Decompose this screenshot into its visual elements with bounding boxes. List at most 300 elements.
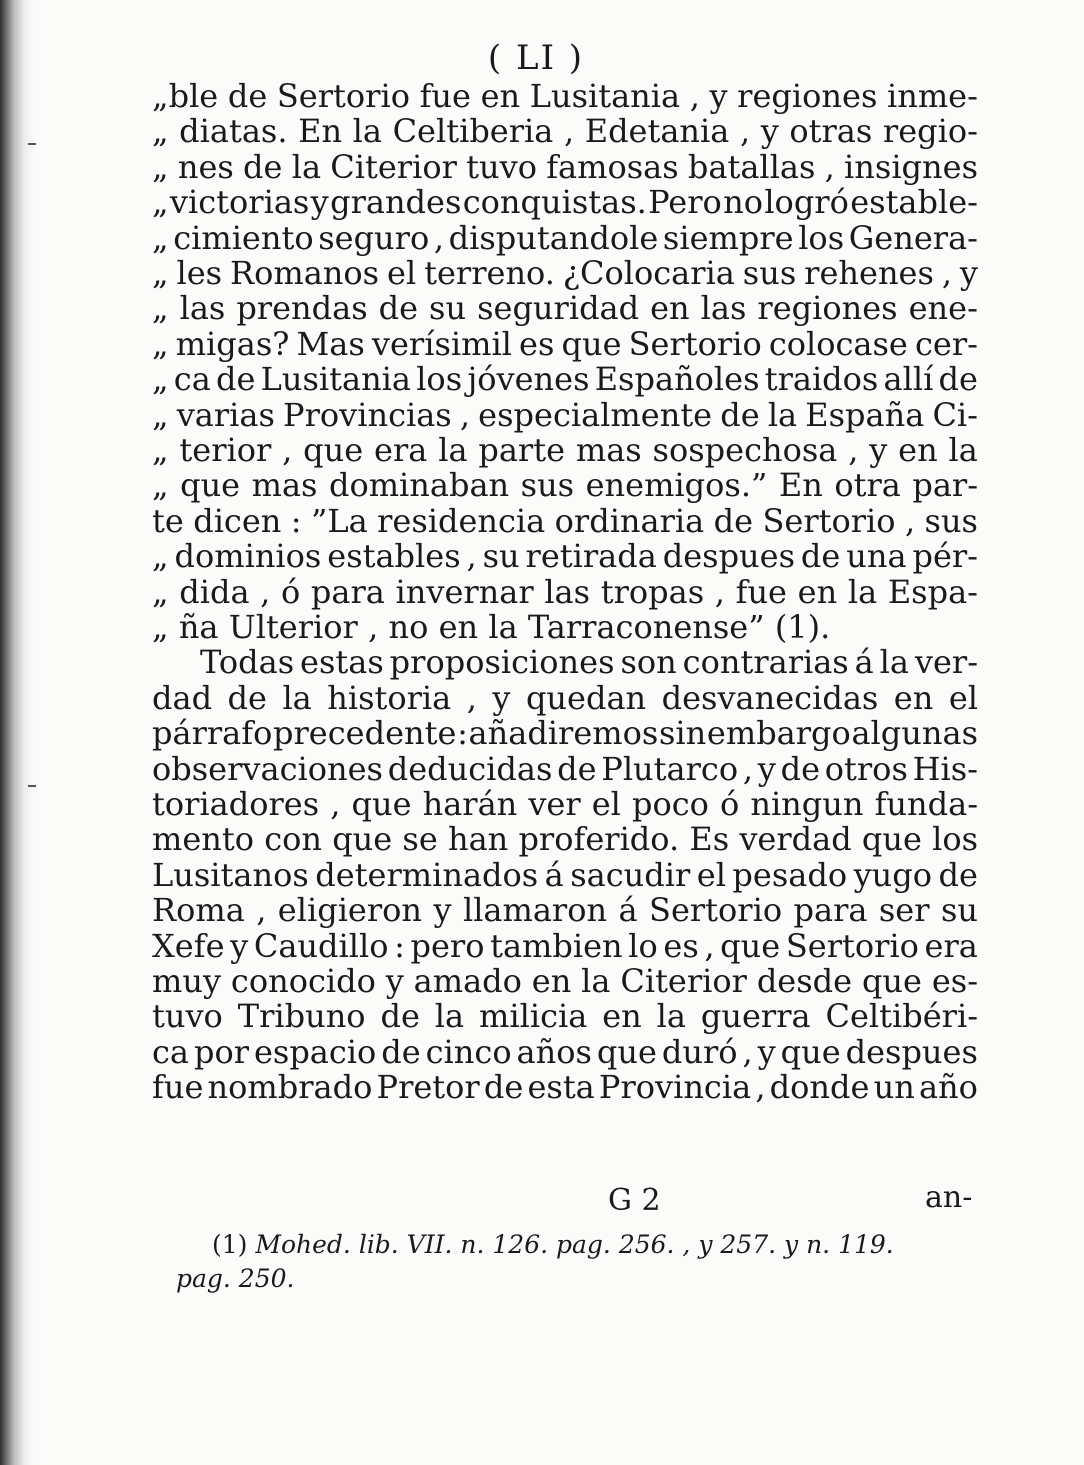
word: seguridad <box>477 289 640 327</box>
word: ordinaria <box>554 502 705 540</box>
word: determinados <box>315 856 539 894</box>
word: Provincias <box>283 396 452 434</box>
word: Espa- <box>887 573 978 611</box>
text-line <box>152 891 978 929</box>
word: „ <box>152 148 169 186</box>
word: tropas <box>600 573 705 611</box>
word: la <box>282 679 312 717</box>
word: á <box>854 643 874 681</box>
word: han <box>447 820 509 858</box>
word: , <box>260 573 271 611</box>
word: que <box>332 820 393 858</box>
word: ver- <box>914 643 978 681</box>
word: en <box>602 997 642 1035</box>
word: llamaron <box>462 891 608 929</box>
footnote-citation-cont: pag. 250. <box>176 1264 295 1293</box>
word: batallas <box>687 148 816 186</box>
word: , <box>904 502 916 540</box>
word: , <box>563 112 575 150</box>
word: insignes <box>844 148 978 186</box>
word: la <box>656 997 686 1035</box>
word: terior <box>179 431 272 469</box>
text-line <box>152 360 978 398</box>
text-line <box>152 750 978 788</box>
word: , <box>368 608 379 646</box>
word: y <box>709 77 728 115</box>
word: dominios <box>174 537 322 575</box>
page-number <box>0 38 1084 78</box>
word: Españoles <box>594 360 760 398</box>
word: verdad <box>739 820 852 858</box>
word: despues <box>662 537 796 575</box>
word: es <box>519 325 555 363</box>
word: ser <box>878 891 930 929</box>
word: á <box>618 891 638 929</box>
word: y <box>492 679 511 717</box>
word: de <box>378 289 419 327</box>
word: la <box>438 431 468 469</box>
word: cinco <box>425 1033 512 1071</box>
word: y <box>757 750 776 788</box>
word: En <box>778 466 823 504</box>
word: dida <box>179 573 250 611</box>
word: lo <box>628 927 658 965</box>
word: regiones <box>757 289 898 327</box>
word: ó <box>719 785 740 823</box>
word: Pretor <box>376 1068 480 1106</box>
word: , <box>848 431 859 469</box>
word: con <box>264 820 322 858</box>
word: España <box>805 396 925 434</box>
text-line <box>152 502 978 540</box>
word: el <box>387 254 417 292</box>
word: Xefe <box>152 927 225 965</box>
word: diatas. <box>179 112 288 150</box>
word: „ <box>152 289 169 327</box>
text-line <box>152 1033 978 1071</box>
word: Ci- <box>932 396 978 434</box>
word: la <box>581 962 611 1000</box>
word: que <box>596 1033 657 1071</box>
word: Roma <box>152 891 245 929</box>
word: la <box>767 396 798 434</box>
word: His- <box>912 750 978 788</box>
word: que <box>303 431 364 469</box>
word: , <box>742 1033 753 1071</box>
word: proferido. <box>518 820 680 858</box>
text-line <box>152 820 978 858</box>
word: conocido <box>230 962 376 1000</box>
word: de <box>780 750 820 788</box>
word: para <box>793 891 868 929</box>
word: dominaban <box>328 466 510 504</box>
word: historia <box>327 679 452 717</box>
word: añadiremos <box>468 714 659 752</box>
word: : <box>290 502 302 540</box>
word: de <box>557 750 597 788</box>
word: disputandole <box>448 219 659 257</box>
word: era <box>924 927 978 965</box>
word: Sertorio <box>785 927 919 965</box>
word: año <box>918 1068 978 1106</box>
word: migas? <box>175 325 290 363</box>
word: son <box>620 643 677 681</box>
word: proposiciones <box>389 643 615 681</box>
word: victorias <box>169 183 310 221</box>
word: algunas <box>851 714 978 752</box>
word: pér- <box>912 537 978 575</box>
word: observaciones <box>152 750 383 788</box>
word: de <box>713 502 754 540</box>
word: „ <box>152 396 169 434</box>
word: desde <box>756 962 853 1000</box>
word: estable- <box>850 183 978 221</box>
word: regiones <box>737 77 878 115</box>
word: que <box>561 325 622 363</box>
word: nombrado <box>207 1068 373 1106</box>
word: deducidas <box>387 750 553 788</box>
word: retirada <box>525 537 657 575</box>
text-line <box>152 962 978 1000</box>
word: de <box>938 856 978 894</box>
word: de <box>483 1068 524 1106</box>
word: que <box>351 785 412 823</box>
word: de <box>227 77 268 115</box>
text-line <box>152 714 978 752</box>
word: harán <box>422 785 518 823</box>
text-line <box>200 643 978 681</box>
word: Es <box>689 820 730 858</box>
text-line <box>152 254 978 292</box>
word: , <box>466 537 477 575</box>
word: Plutarco <box>601 750 739 788</box>
word: y <box>869 431 888 469</box>
word: Lusitania <box>529 77 681 115</box>
word: invernar <box>395 573 534 611</box>
word: Tribuno <box>237 997 366 1035</box>
word: mas <box>251 466 318 504</box>
text-line <box>152 679 978 717</box>
word: , <box>282 431 293 469</box>
word: guerra <box>700 997 811 1035</box>
word: años <box>516 1033 592 1071</box>
text-line <box>152 325 978 363</box>
footnote-marker: (1) <box>212 1230 248 1259</box>
word: Citerior <box>620 962 747 1000</box>
word: prendas <box>236 289 368 327</box>
word: par- <box>912 466 978 504</box>
word: la <box>948 431 978 469</box>
word: ó <box>281 573 301 611</box>
word: los <box>416 360 463 398</box>
word: en <box>438 608 479 646</box>
word: un <box>873 1068 915 1106</box>
word: de <box>380 997 420 1035</box>
word: regio- <box>882 112 978 150</box>
word: que <box>180 466 241 504</box>
word: á <box>544 856 564 894</box>
word: yugo <box>853 856 933 894</box>
word: despues <box>845 1033 978 1071</box>
word: de <box>215 360 256 398</box>
word: Celtiberia <box>392 112 554 150</box>
word: , <box>459 396 471 434</box>
word: seguro <box>318 219 430 257</box>
word: las <box>700 289 747 327</box>
word: pero <box>410 927 485 965</box>
text-line <box>152 77 978 115</box>
catchword: an- <box>925 1180 973 1215</box>
word: su <box>429 289 467 327</box>
word: famosas <box>546 148 679 186</box>
word: varias <box>176 396 275 434</box>
text-line <box>152 183 978 221</box>
word: desvanecidas <box>661 679 879 717</box>
word: terreno. <box>424 254 555 292</box>
word: toriadores <box>152 785 320 823</box>
word: donde <box>769 1068 870 1106</box>
word: estables <box>327 537 461 575</box>
word: „ <box>152 466 169 504</box>
word: en <box>480 77 521 115</box>
word: y <box>760 112 779 150</box>
word: , <box>330 785 341 823</box>
word: de <box>800 537 841 575</box>
word: ca <box>152 1033 189 1071</box>
word: rehenes <box>804 254 934 292</box>
word: cer- <box>914 325 978 363</box>
word: Pero <box>648 183 722 221</box>
word: en <box>898 431 938 469</box>
word: no <box>723 183 763 221</box>
word: : <box>457 714 468 752</box>
word: otras <box>789 112 873 150</box>
word: funda- <box>874 785 978 823</box>
word: Romanos <box>230 254 380 292</box>
word: ver <box>528 785 581 823</box>
word: se <box>402 820 438 858</box>
word: y <box>959 254 978 292</box>
word: , <box>714 573 725 611</box>
word: los <box>798 219 845 257</box>
word: , <box>689 77 700 115</box>
word: embargo <box>706 714 851 752</box>
word: Caudillo <box>253 927 389 965</box>
word: para <box>310 573 385 611</box>
word: tambien <box>490 927 623 965</box>
word: mas <box>575 431 642 469</box>
word: su <box>940 891 978 929</box>
word: el <box>591 785 621 823</box>
word: parte <box>478 431 566 469</box>
word: Sertorio <box>762 502 896 540</box>
word: que <box>861 820 922 858</box>
word: colocase <box>768 325 908 363</box>
word: la <box>291 148 322 186</box>
word: „ <box>152 608 169 646</box>
word: de <box>381 1033 421 1071</box>
signature-mark: G 2 <box>608 1183 661 1218</box>
word: inme- <box>886 77 978 115</box>
word: en <box>531 962 572 1000</box>
word: en <box>893 679 934 717</box>
word: y <box>757 1033 776 1071</box>
word: ña <box>178 608 219 646</box>
word: Lusitania <box>260 360 411 398</box>
word: una <box>846 537 907 575</box>
word: , <box>742 750 753 788</box>
word: „ <box>152 537 169 575</box>
word: ene- <box>908 289 978 327</box>
word: , <box>704 927 715 965</box>
word: enemigos.” <box>585 466 768 504</box>
word: fue <box>735 573 787 611</box>
page-number-label: ( LI ) <box>487 38 585 78</box>
word: te <box>152 502 184 540</box>
word: , <box>433 219 444 257</box>
word: Celtibéri- <box>825 997 978 1035</box>
word: , <box>755 1068 766 1106</box>
text-line <box>152 112 978 150</box>
text-line <box>152 856 978 894</box>
word: Tarraconense” <box>527 608 765 646</box>
word: fue <box>152 1068 204 1106</box>
word: los <box>932 820 978 858</box>
word: párrafo <box>152 714 273 752</box>
word: dicen <box>193 502 282 540</box>
word: esta <box>527 1068 595 1106</box>
word: de <box>938 360 978 398</box>
word: Lusitanos <box>152 856 309 894</box>
word: ningun <box>750 785 864 823</box>
word: espacio <box>253 1033 377 1071</box>
word: que <box>720 927 781 965</box>
word: ¿Colocaria <box>562 254 735 292</box>
word: y <box>310 183 329 221</box>
word: nes <box>177 148 234 186</box>
text-line <box>152 1068 978 1106</box>
text-line <box>152 289 978 327</box>
word: de <box>243 148 283 186</box>
word: poco <box>631 785 709 823</box>
word: la <box>879 643 909 681</box>
word: las <box>544 573 591 611</box>
word: y <box>433 891 452 929</box>
word: „ <box>152 431 169 469</box>
word: allí <box>883 360 934 398</box>
word: siempre <box>662 219 794 257</box>
word: „ <box>152 219 169 257</box>
word: pesado <box>732 856 848 894</box>
word: duró <box>661 1033 738 1071</box>
text-line <box>152 396 978 434</box>
word: la <box>352 112 382 150</box>
word: , <box>739 112 751 150</box>
word: sin <box>658 714 707 752</box>
text-line <box>152 573 978 611</box>
word: especialmente <box>478 396 713 434</box>
word: traidos <box>764 360 879 398</box>
word: fue <box>419 77 471 115</box>
word: „ble <box>152 77 219 115</box>
word: , <box>941 254 952 292</box>
word: Citerior <box>330 148 457 186</box>
word: sus <box>742 254 797 292</box>
word: „ <box>152 112 169 150</box>
text-line <box>152 785 978 823</box>
word: las <box>179 289 226 327</box>
word: otros <box>824 750 908 788</box>
text-line <box>152 431 978 469</box>
word: jóvenes <box>467 360 590 398</box>
word: Genera- <box>848 219 978 257</box>
word: en <box>650 289 690 327</box>
word: , <box>256 891 267 929</box>
word: su <box>482 537 520 575</box>
text-line <box>152 997 978 1035</box>
word: „ <box>152 573 169 611</box>
word: estas <box>300 643 384 681</box>
word: Ulterior <box>228 608 358 646</box>
word: por <box>193 1033 249 1071</box>
word: de <box>227 679 267 717</box>
word: sus <box>924 502 978 540</box>
word: dad <box>152 679 213 717</box>
word: amado <box>413 962 522 1000</box>
word: otra <box>834 466 901 504</box>
footnote-citation: Mohed. lib. VII. n. 126. pag. 256. , y 257. y n. 119. <box>255 1230 894 1259</box>
text-line <box>152 927 978 965</box>
word: el <box>948 679 978 717</box>
word: tuvo <box>466 148 537 186</box>
word: Mas <box>296 325 365 363</box>
word: milicia <box>479 997 588 1035</box>
word: ca <box>173 360 211 398</box>
word: , <box>824 148 835 186</box>
word: de <box>720 396 760 434</box>
word: Sertorio <box>628 325 762 363</box>
word: en <box>797 573 838 611</box>
word: cimiento <box>173 219 314 257</box>
word: mento <box>152 820 255 858</box>
word: quedan <box>525 679 647 717</box>
word: la <box>847 573 878 611</box>
word: y <box>230 927 249 965</box>
word: es- <box>931 962 978 1000</box>
word: conquistas. <box>462 183 647 221</box>
text-line <box>152 466 978 504</box>
word: el <box>696 856 726 894</box>
word: Provincia <box>598 1068 752 1106</box>
word: „ <box>152 183 169 221</box>
word: „ <box>152 325 169 363</box>
word: logró <box>764 183 849 221</box>
word: Sertorio <box>276 77 410 115</box>
word: que <box>861 962 922 1000</box>
word: sacudir <box>570 856 691 894</box>
word: les <box>176 254 223 292</box>
word: (1). <box>774 608 831 646</box>
word: : <box>394 927 405 965</box>
word: eligieron <box>277 891 423 929</box>
footnote-line-2 <box>176 1266 294 1291</box>
word: grandes <box>330 183 462 221</box>
word: residencia <box>377 502 546 540</box>
word: no <box>388 608 429 646</box>
word: contrarias <box>682 643 849 681</box>
word: Sertorio <box>649 891 783 929</box>
text-line <box>152 148 978 186</box>
